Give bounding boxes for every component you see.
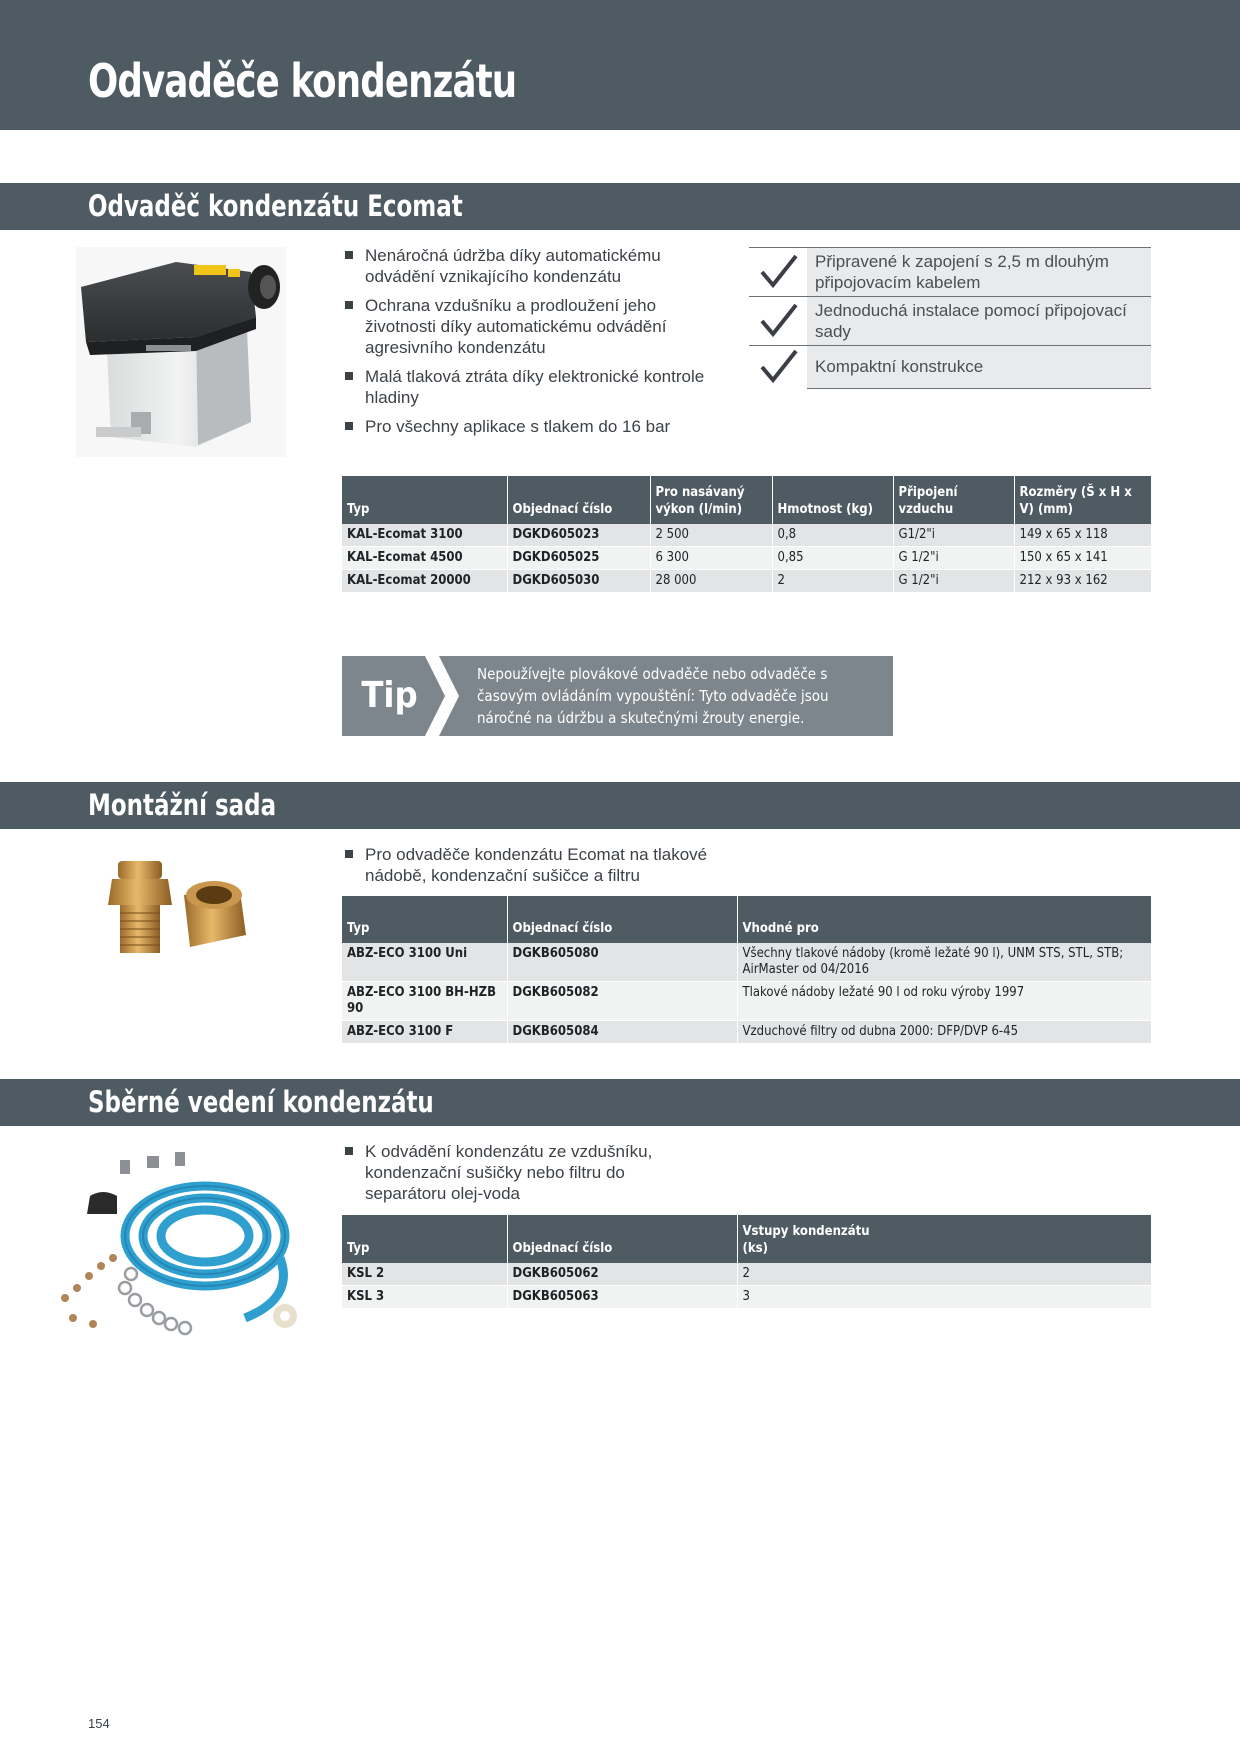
column-header: Typ — [342, 896, 507, 943]
table-cell: 150 x 65 x 141 — [1014, 547, 1151, 570]
page-title: Odvaděče kondenzátu — [88, 54, 517, 108]
column-header: Pro nasávaný výkon (l/min) — [650, 476, 772, 524]
checkmark-icon — [749, 345, 807, 388]
check-item: Jednoduchá instalace pomocí připojovací sady — [807, 296, 1151, 345]
table-cell: 3 — [737, 1286, 1151, 1309]
table-cell: 2 — [737, 1263, 1151, 1286]
table-cell: G 1/2"i — [893, 547, 1014, 570]
hose-kit-product-image — [55, 1148, 305, 1348]
table-header-row — [342, 896, 1151, 943]
list-item: Nenáročná údržba díky automatickému odvádění vznikajícího kondenzátu — [343, 245, 713, 287]
section-header-sberne-vedeni — [0, 1079, 1240, 1126]
table-cell: 0,8 — [772, 524, 893, 547]
column-header: Vhodné pro — [737, 896, 1151, 943]
table-cell: ABZ-ECO 3100 Uni — [342, 943, 507, 982]
table-cell: KAL-Ecomat 3100 — [342, 524, 507, 547]
ecomat-spec-table — [342, 476, 1151, 593]
table-row — [342, 943, 1151, 982]
section-title: Montážní sada — [88, 788, 277, 822]
chevron-right-icon — [425, 656, 473, 736]
table-cell: G 1/2"i — [893, 570, 1014, 593]
top-banner — [0, 0, 1240, 130]
column-header: Objednací číslo — [507, 896, 737, 943]
section-header-ecomat — [0, 183, 1240, 230]
ecomat-feature-list — [343, 245, 713, 445]
list-item: Ochrana vzdušníku a prodloužení jeho životnosti díky automatickému odvádění agresivního kondenzátu — [343, 295, 713, 358]
sberne-feature-list — [343, 1141, 703, 1212]
column-header: Typ — [342, 1215, 507, 1263]
fittings-product-image — [100, 855, 260, 965]
table-cell: DGKD605030 — [507, 570, 650, 593]
table-cell: DGKB605080 — [507, 943, 737, 982]
list-item: Pro všechny aplikace s tlakem do 16 bar — [343, 416, 713, 437]
tip-box — [342, 656, 893, 736]
section-header-montazni-sada — [0, 782, 1240, 829]
column-header: Objednací číslo — [507, 476, 650, 524]
table-cell: KAL-Ecomat 4500 — [342, 547, 507, 570]
column-header: Rozměry (Š x H x V) (mm) — [1014, 476, 1151, 524]
table-cell: 28 000 — [650, 570, 772, 593]
table-row — [342, 570, 1151, 593]
table-row — [342, 547, 1151, 570]
montazni-spec-table — [342, 896, 1151, 1044]
tip-label: Tip — [361, 675, 418, 716]
montazni-feature-list — [343, 844, 743, 894]
table-header-row — [342, 1215, 1151, 1263]
table-cell: Vzduchové filtry od dubna 2000: DFP/DVP 6-45 — [737, 1021, 1151, 1044]
table-cell: 0,85 — [772, 547, 893, 570]
table-cell: KAL-Ecomat 20000 — [342, 570, 507, 593]
check-item: Připravené k zapojení s 2,5 m dlouhým připojovacím kabelem — [807, 247, 1151, 296]
table-row — [342, 1263, 1151, 1286]
table-cell: Všechny tlakové nádoby (kromě ležaté 90 l), UNM STS, STL, STB; AirMaster od 04/2016 — [737, 943, 1151, 982]
section-title: Odvaděč kondenzátu Ecomat — [88, 189, 463, 223]
table-cell: KSL 2 — [342, 1263, 507, 1286]
column-header: Připojení vzduchu — [893, 476, 1014, 524]
table-cell: 2 500 — [650, 524, 772, 547]
table-cell: Tlakové nádoby ležaté 90 l od roku výroby 1997 — [737, 982, 1151, 1021]
column-header: Vstupy kondenzátu (ks) — [737, 1215, 1151, 1263]
list-item: Pro odvaděče kondenzátu Ecomat na tlakové nádobě, kondenzační sušičce a filtru — [343, 844, 743, 886]
table-cell: 6 300 — [650, 547, 772, 570]
page-number: 154 — [88, 1716, 110, 1731]
table-cell: DGKB605084 — [507, 1021, 737, 1044]
checkmark-icon — [749, 247, 807, 296]
table-cell: DGKD605025 — [507, 547, 650, 570]
table-cell: KSL 3 — [342, 1286, 507, 1309]
table-row — [342, 982, 1151, 1021]
table-cell: DGKD605023 — [507, 524, 650, 547]
tip-text: Nepoužívejte plovákové odvaděče nebo odvaděče s časovým ovládáním vypouštění: Tyto odvaděče jsou náročné na údržbu a skutečnými žrouty energie. — [477, 665, 829, 727]
section-title: Sběrné vedení kondenzátu — [88, 1085, 434, 1119]
list-item: Malá tlaková ztráta díky elektronické kontrole hladiny — [343, 366, 713, 408]
table-cell: DGKB605063 — [507, 1286, 737, 1309]
column-header: Typ — [342, 476, 507, 524]
table-row — [342, 1021, 1151, 1044]
table-cell: DGKB605062 — [507, 1263, 737, 1286]
table-row — [342, 524, 1151, 547]
table-cell: 212 x 93 x 162 — [1014, 570, 1151, 593]
list-item: K odvádění kondenzátu ze vzdušníku, kondenzační sušičky nebo filtru do separátoru olej-voda — [343, 1141, 703, 1204]
check-item: Kompaktní konstrukce — [807, 345, 1151, 389]
table-cell: DGKB605082 — [507, 982, 737, 1021]
table-cell: G1/2"i — [893, 524, 1014, 547]
table-row — [342, 1286, 1151, 1309]
table-cell: ABZ-ECO 3100 BH-HZB 90 — [342, 982, 507, 1021]
sberne-spec-table — [342, 1215, 1151, 1309]
ecomat-product-image — [76, 247, 286, 457]
column-header: Objednací číslo — [507, 1215, 737, 1263]
column-header: Hmotnost (kg) — [772, 476, 893, 524]
table-header-row — [342, 476, 1151, 524]
table-cell: ABZ-ECO 3100 F — [342, 1021, 507, 1044]
table-cell: 149 x 65 x 118 — [1014, 524, 1151, 547]
checkmark-icon — [749, 296, 807, 345]
ecomat-benefits-checklist — [749, 247, 1151, 389]
table-cell: 2 — [772, 570, 893, 593]
